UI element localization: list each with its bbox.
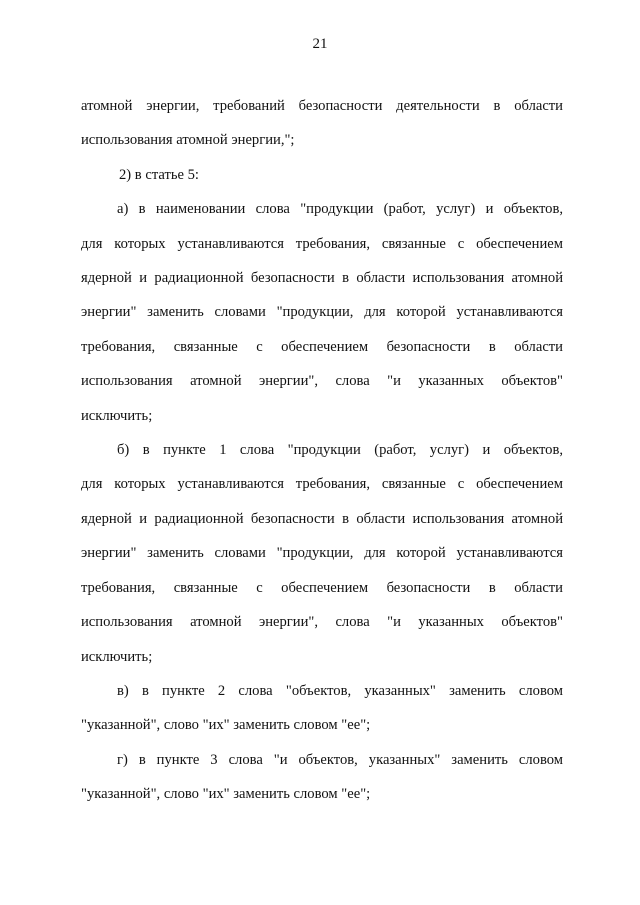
text-line: исключить; [81, 648, 153, 665]
text-line: энергии" заменить словами "продукции, для которой устанавливаются [81, 304, 563, 321]
text-line: в) в пункте 2 слова "объектов, указанных" заменить словом [117, 682, 563, 699]
text-line: атомной энергии, требований безопасности деятельности в области [81, 98, 563, 114]
paragraph-3 [81, 192, 563, 433]
text-line: ядерной и радиационной безопасности в области использования атомной [81, 510, 563, 527]
text-line: использования атомной энергии", слова "и указанных объектов" [81, 373, 563, 390]
text-line: "указанной", слово "их" заменить словом "ее"; [81, 717, 371, 734]
page-number: 21 [312, 36, 328, 52]
text-line: "указанной", слово "их" заменить словом "ее"; [81, 786, 371, 803]
text-line: а) в наименовании слова "продукции (работ, услуг) и объектов, [117, 201, 563, 218]
text-line: б) в пункте 1 слова "продукции (работ, услуг) и объектов, [117, 442, 563, 459]
text-line: ядерной и радиационной безопасности в области использования атомной [81, 270, 563, 287]
text-line: г) в пункте 3 слова "и объектов, указанных" заменить словом [117, 751, 563, 768]
text-line: для которых устанавливаются требования, связанные с обеспечением [81, 235, 563, 252]
paragraph-4 [81, 433, 563, 674]
text-line: требования, связанные с обеспечением безопасности в области [81, 338, 563, 355]
paragraph-1 [81, 89, 563, 158]
text-line: использования атомной энергии", слова "и указанных объектов" [81, 614, 563, 631]
text-line: требования, связанные с обеспечением безопасности в области [81, 579, 563, 596]
document-body [81, 89, 563, 812]
text-line: исключить; [81, 407, 153, 424]
text-line: использования атомной энергии,"; [81, 132, 295, 149]
paragraph-5 [81, 674, 563, 743]
text-line: энергии" заменить словами "продукции, для которой устанавливаются [81, 545, 563, 562]
text-line: для которых устанавливаются требования, связанные с обеспечением [81, 476, 563, 493]
paragraph-2 [81, 158, 563, 192]
text-line: 2) в статье 5: [119, 166, 199, 183]
paragraph-6 [81, 743, 563, 812]
